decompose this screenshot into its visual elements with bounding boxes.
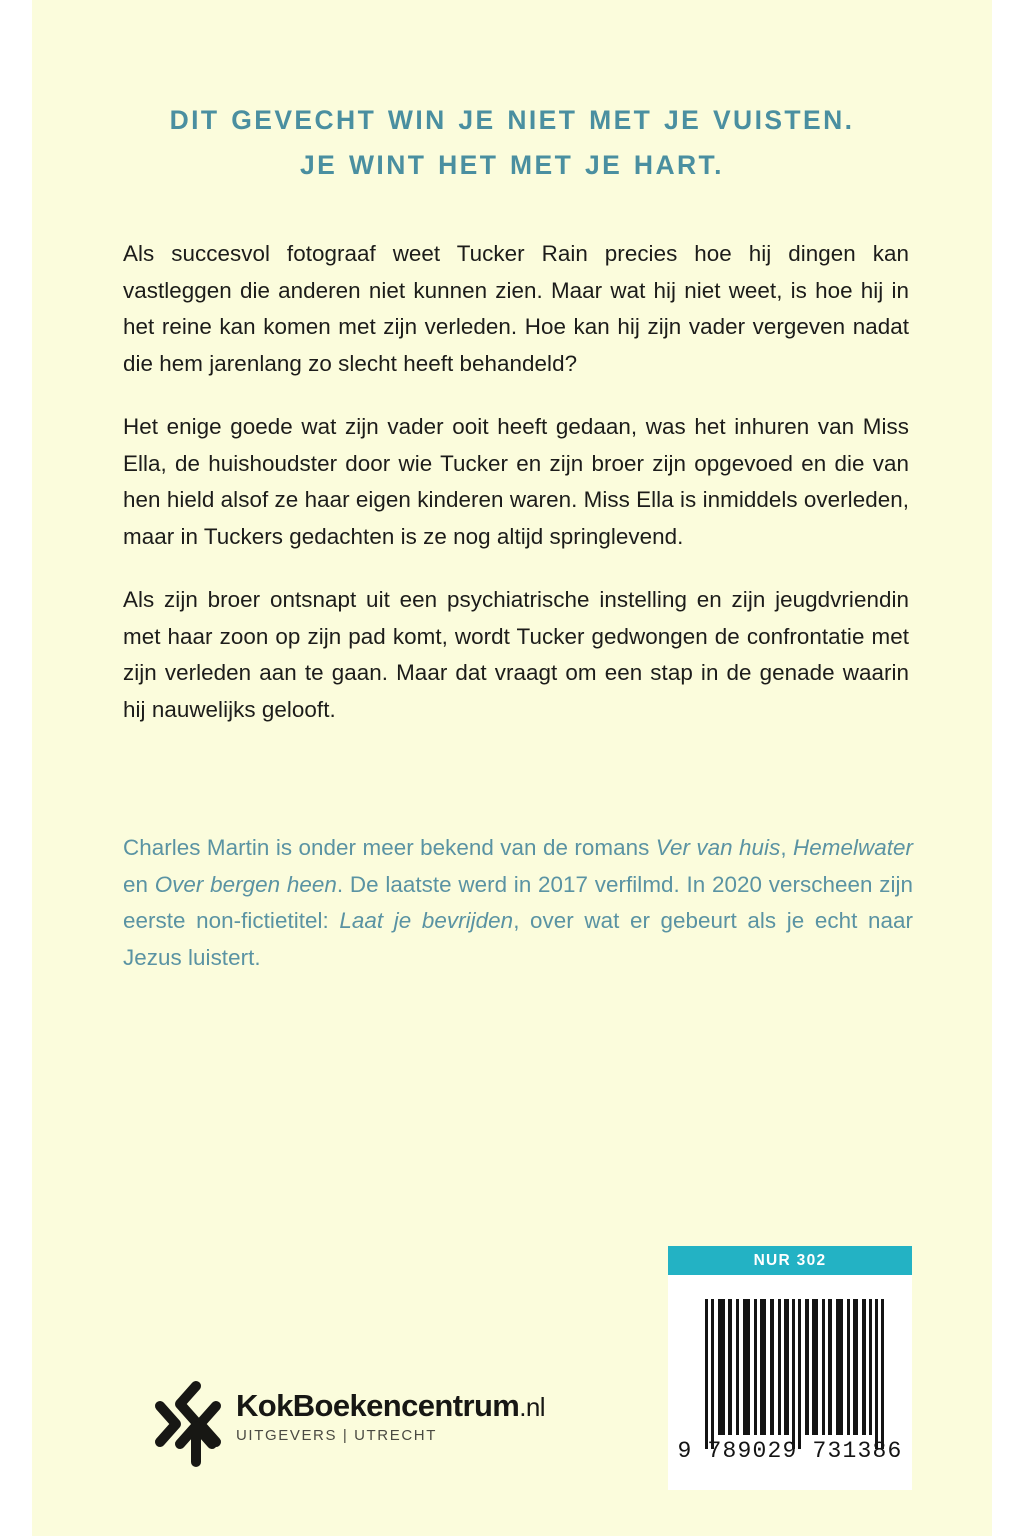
publisher-tld: .nl [519, 1392, 545, 1422]
blurb-paragraph-2: Het enige goede wat zijn vader ooit heeft gedaan, was het inhuren van Miss Ella, de huishoudster door wie Tucker en zijn broer zijn opgevoed en die van hen hield alsof ze haar eigen kinderen waren. Miss Ella is inmiddels overleden, maar in Tuckers gedachten is ze nog altijd springlevend. [123, 414, 909, 549]
bio-text-2: , [780, 835, 794, 860]
author-bio [123, 830, 913, 976]
headline-line-2: JE WINT HET MET JE HART. [300, 150, 724, 180]
book-title-over-bergen-heen: Over bergen heen [154, 871, 337, 897]
publisher-wordmark [236, 1388, 566, 1447]
book-title-ver-van-huis: Ver van huis [655, 835, 781, 860]
nur-badge: NUR 302 [668, 1246, 912, 1275]
barcode-bars [705, 1299, 881, 1435]
bio-text-5: , over wat er gebeurt als je echt naar Jezus luistert. [123, 908, 913, 970]
barcode-number: 9 789029 731386 [677, 1438, 903, 1464]
publisher-name-text: KokBoekencentrum [236, 1388, 520, 1423]
blurb-paragraph-3: Als zijn broer ontsnapt uit een psychiatrische instelling en zijn jeugdvriendin met haar zoon op zijn pad komt, wordt Tucker gedwongen de confrontatie met zijn verleden aan te gaan. Maar dat vraagt om een stap in de genade waarin hij nauwelijks gelooft. [123, 587, 909, 722]
publisher-name [236, 1388, 545, 1423]
book-back-cover [32, 0, 992, 1536]
publisher-subtitle: UITGEVERS | UTRECHT [236, 1427, 437, 1444]
bio-text-4: . De laatste werd in 2017 verfilmd. In 2020 verscheen zijn eerste non-fictietitel: [123, 871, 913, 933]
kok-boekencentrum-mark-icon [150, 1378, 226, 1470]
barcode-block [668, 1246, 912, 1490]
blurb-text [123, 236, 909, 728]
bio-text-3: en [123, 871, 155, 897]
publisher-logo [150, 1374, 570, 1484]
blurb-paragraph-1: Als succesvol fotograaf weet Tucker Rain precies hoe hij dingen kan vastleggen die anderen niet kunnen zien. Maar wat hij niet weet, is hoe hij in het reine kan komen met zijn verleden. Hoe kan hij zijn vader vergeven nadat die hem jarenlang zo slecht heeft behandeld? [123, 241, 909, 376]
bio-text-1: Charles Martin is onder meer bekend van de romans [123, 835, 656, 860]
headline-line-1: DIT GEVECHT WIN JE NIET MET JE VUISTEN. [169, 105, 855, 135]
cover-headline [92, 98, 932, 188]
book-title-laat-je-bevrijden: Laat je bevrijden [339, 908, 514, 933]
book-title-hemelwater: Hemelwater [793, 835, 913, 860]
barcode-card [668, 1275, 912, 1490]
